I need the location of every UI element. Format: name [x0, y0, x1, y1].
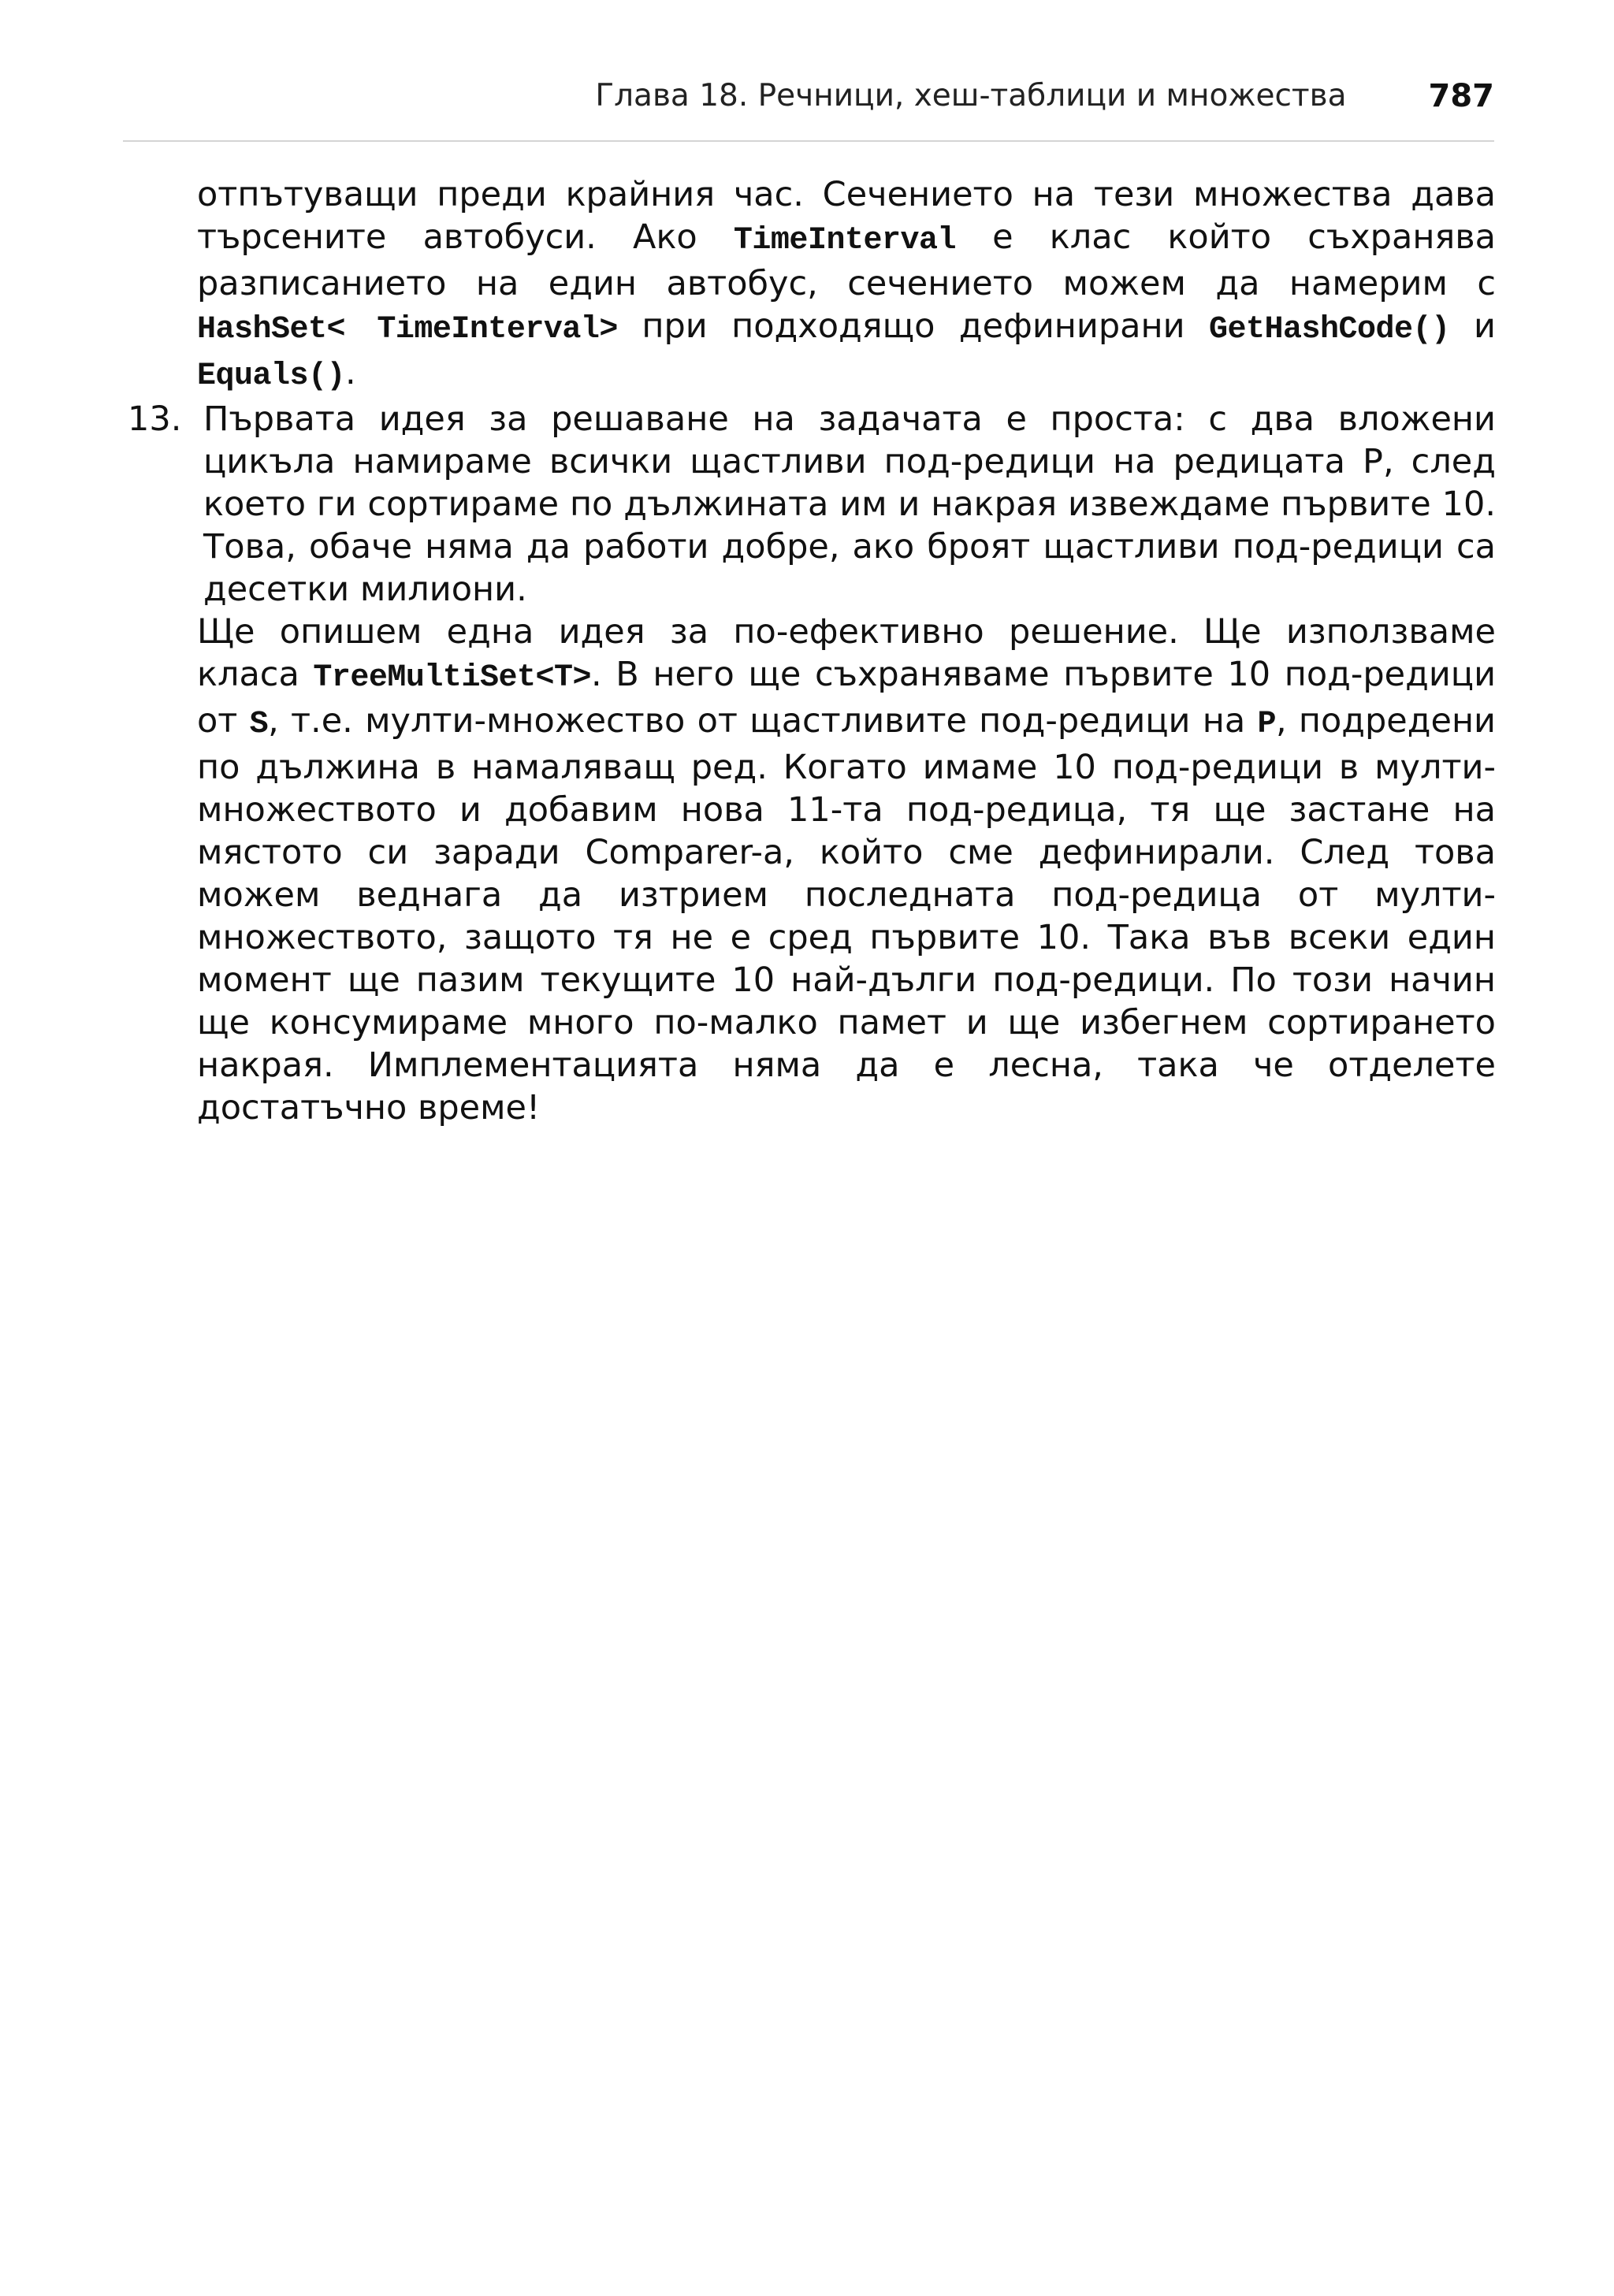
text-run: . — [345, 353, 356, 392]
code-treemultiset: TreeMultiSet<T> — [313, 660, 591, 696]
text-run: при подходящо дефинирани — [617, 307, 1210, 346]
text-run: , подредени по дължина в намаляващ ред. Когато имаме 10 под-редици в мулти-множеството и добавим нова 11-та под-редица, тя ще застане на мястото си заради Comparer-а, който сме дефинирали. След това можем веднага да изтрием последната под-редица от мулти-множеството, защото тя не е сред първите 10. Така във всеки един момент ще пазим текущите 10 най-дълги под-редици. По този начин ще консумираме много по-малко памет и ще избегнем сортирането накрая. Имплементацията няма да е лесна, така че отделете достатъчно време! — [197, 701, 1497, 1128]
code-hashset: HashSet< TimeInterval> — [197, 312, 618, 347]
continued-paragraph — [197, 173, 1496, 398]
code-p: P — [1257, 707, 1276, 742]
page-number: 787 — [1428, 78, 1494, 114]
solution-paragraph — [197, 611, 1496, 1129]
page-content — [128, 173, 1497, 1129]
code-equals: Equals() — [197, 359, 346, 394]
code-s: S — [249, 707, 269, 742]
text-run: отпътуващи преди крайния час. Сечението на тези множества дава търсените автобуси. Ако — [197, 175, 1496, 257]
list-item-13 — [128, 398, 1496, 611]
text-run: Ще опишем една идея за по-ефективно решение. Ще използваме класа — [197, 612, 1496, 694]
running-header — [123, 76, 1494, 142]
chapter-title: Глава 18. Речници, хеш-таблици и множества — [595, 78, 1347, 113]
list-number: 13. — [128, 399, 182, 439]
list-item-text: Първата идея за решаване на задачата е проста: с два вложени цикъла намираме всички щастливи под-редици на редицата P, след което ги сортираме по дължината им и накрая извеждаме първите 10. Това, обаче няма да работи добре, ако броят щастливи под-редици са десетки милиони. — [203, 399, 1496, 609]
text-run: , т.е. мулти-множество от щастливите под-редици на — [268, 701, 1258, 741]
code-timeinterval: TimeInterval — [733, 223, 956, 258]
text-run: е клас който съхранява разписанието на един автобус, сечението можем да намерим с — [197, 217, 1496, 303]
text-run: и — [1449, 307, 1496, 346]
code-gethashcode: GetHashCode() — [1209, 312, 1450, 347]
text-run: . В него ще съхраняваме първите 10 под-редици от — [197, 655, 1497, 741]
